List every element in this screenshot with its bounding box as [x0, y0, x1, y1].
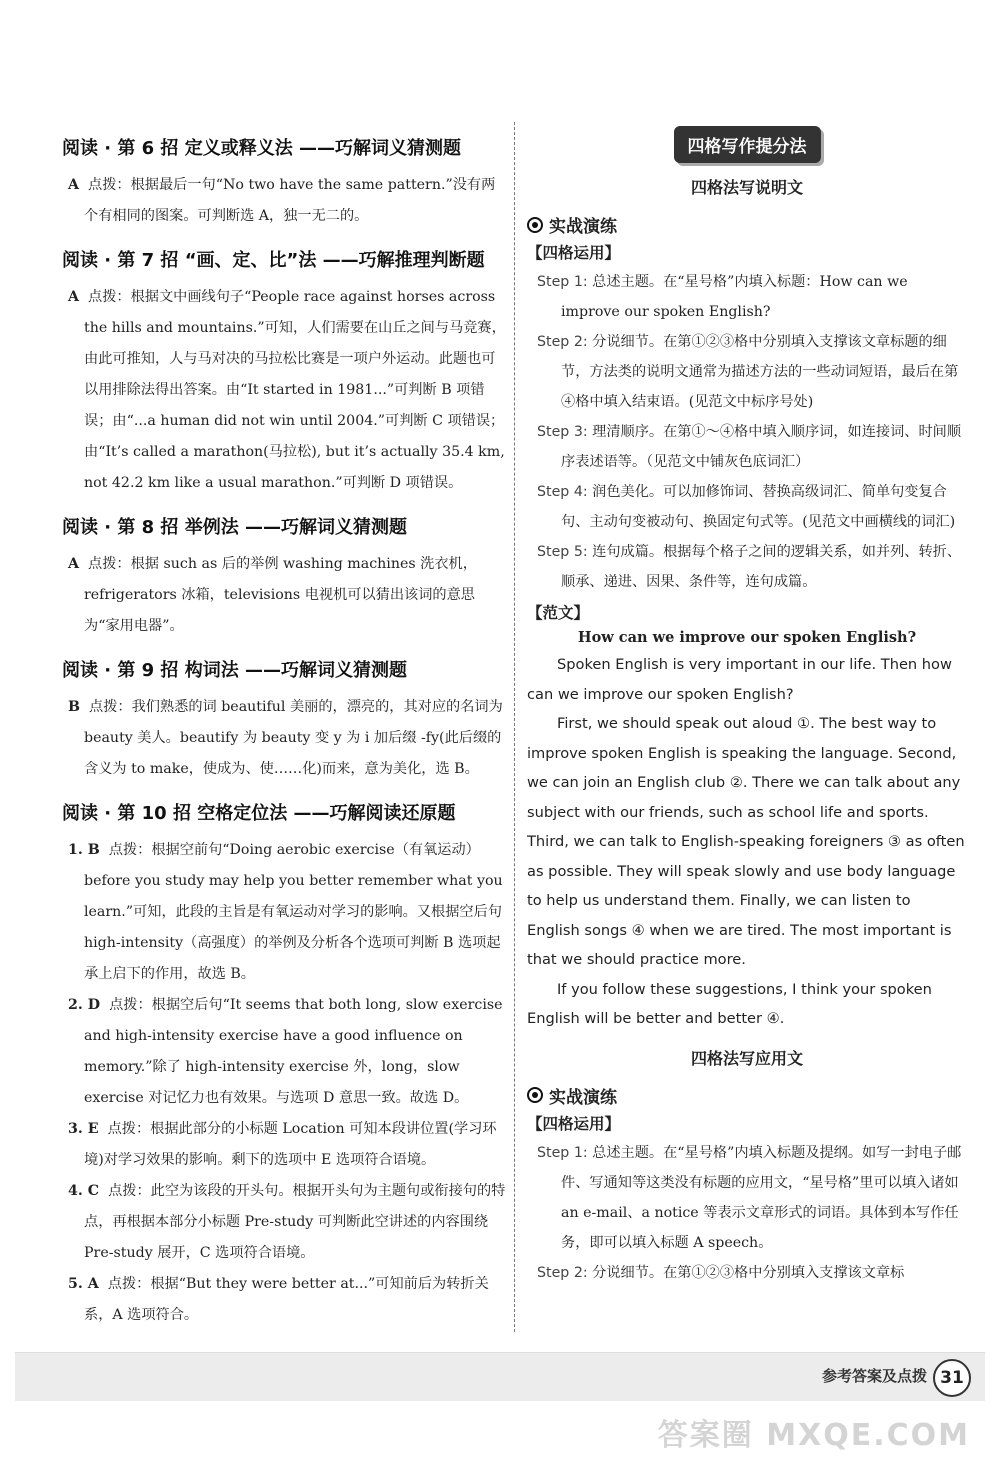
- answer-item: A 点拨：根据最后一句“No two have the same pattern.”没有两个有相同的图案。可判断选 A，独一无二的。: [68, 177, 496, 224]
- answer-item: 4. C 点拨：此空为该段的开头句。根据开头句为主题句或衔接句的特点，再根据本部分小标题 Pre-study 可判断此空讲述的内容围绕 Pre-study 展开，C 选项符合语境。: [68, 1183, 506, 1261]
- banner-title: 四格写作提分法: [674, 126, 821, 163]
- step-item: Step 1: 总述主题。在“星号格”内填入标题：How can we improve our spoken English?: [537, 274, 908, 320]
- essay-title: How can we improve our spoken English?: [577, 629, 917, 646]
- practice-heading: 实战演练: [527, 1083, 967, 1108]
- right-column: [527, 120, 967, 1288]
- answer-item: 1. B 点拨：根据空前句“Doing aerobic exercise（有氧运动）before you study may help you better remember what you learn.”可知，此段的主旨是有氧运动对学习的影响。又根据空后句 high-intensity（高强度）的举例及分析各个选项可判断 B 选项起承上启下的作用，故选 B。: [68, 842, 503, 982]
- step-item: Step 3: 理清顺序。在第①～④格中填入顺序词，如连接词、时间顺序表述语等。（见范文中铺灰色底词汇）: [537, 424, 962, 470]
- step-item: Step 2: 分说细节。在第①②③格中分别填入支撑该文章标: [537, 1264, 905, 1281]
- practice-heading: 实战演练: [527, 212, 967, 237]
- section-title: 阅读 · 第 8 招 举例法 ——巧解词义猜测题: [62, 517, 407, 538]
- answer-item: B 点拨：我们熟悉的词 beautiful 美丽的，漂亮的，其对应的名词为 beauty 美人。beautify 为 beauty 变 y 为 i 加后缀 -fy(此后缀的含义为 to make，使成为、使……化)而来，意为美化，选 B。: [68, 699, 503, 777]
- step-item: Step 5: 连句成篇。根据每个格子之间的逻辑关系，如并列、转折、顺承、递进、因果、条件等，连句成篇。: [537, 544, 962, 590]
- section-title: 阅读 · 第 7 招 “画、定、比”法 ——巧解推理判断题: [62, 250, 485, 271]
- answer-item: A 点拨：根据文中画线句子“People race against horses across the hills and mountains.”可知，人们需要在山丘之间与马竞赛，由此可推知，人与马对决的马拉松比赛是一项户外运动。此题也可以用排除法得出答案。由“It started in 1981...”可判断 B 项错误；由“...a human did not win until 2004.”可判断 C 项错误；由“It’s called a marathon(马拉松), but it’s actually 35.4 km, not 42.2 km like a usual marathon.”可判断 D 项错误。: [68, 289, 506, 491]
- subtitle-expository: 四格法写说明文: [690, 178, 803, 197]
- answer-item: 5. A 点拨：根据“But they were better at...”可知前后为转折关系，A 选项符合。: [68, 1276, 489, 1323]
- step-item: Step 2: 分说细节。在第①②③格中分别填入支撑该文章标题的细节，方法类的说明文通常为描述方法的一些动词短语，最后在第④格中填入结束语。(见范文中标序号处): [537, 334, 959, 410]
- section-10: [62, 799, 507, 1331]
- column-divider: [514, 122, 515, 1332]
- bracket-heading: 【范文】: [527, 604, 590, 622]
- answer-item: A 点拨：根据 such as 后的举例 washing machines 洗衣机，refrigerators 冰箱，televisions 电视机可以猜出该词的意思为“家用电器”。: [68, 556, 477, 634]
- target-icon: [527, 217, 543, 233]
- step-item: Step 1: 总述主题。在“星号格”内填入标题及提纲。如写一封电子邮件、写通知等这类没有标题的应用文，“星号格”里可以填入诸如 an e-mail、a notice 等表示文章形式的词语。具体到本写作任务，即可以填入标题 A speech。: [537, 1144, 962, 1251]
- page-number: 31: [933, 1359, 971, 1397]
- section-title: 阅读 · 第 10 招 空格定位法 ——巧解阅读还原题: [62, 803, 456, 824]
- section-title: 阅读 · 第 6 招 定义或释义法 ——巧解词义猜测题: [62, 138, 461, 159]
- subtitle-practical: 四格法写应用文: [690, 1048, 803, 1068]
- answer-item: 2. D 点拨：根据空后句“It seems that both long, slow exercise and high-intensity exercise have a good influence on memory.”除了 high-intensity exercise 外，long，slow exercise 对记忆力也有效果。与选项 D 意思一致。故选 D。: [68, 997, 503, 1106]
- essay-paragraph: Spoken English is very important in our life. Then how can we improve our spoken English?: [527, 656, 952, 703]
- section-title: 阅读 · 第 9 招 构词法 ——巧解词义猜测题: [62, 660, 407, 681]
- section-6: [62, 134, 507, 232]
- bracket-heading: 【四格运用】: [527, 244, 621, 262]
- step-item: Step 4: 润色美化。可以加修饰词、替换高级词汇、简单句变复合句、主动句变被动句、换固定句式等。(见范文中画横线的词汇): [537, 484, 956, 530]
- bracket-heading: 【四格运用】: [527, 1114, 621, 1133]
- section-8: [62, 513, 507, 642]
- banner: [527, 126, 967, 163]
- page-footer: [15, 1352, 985, 1401]
- essay-paragraph: First, we should speak out aloud ①. The best way to improve spoken English is speaking the language. Second, we can join an English club ②. There we can talk about any subject with our friends, such as school life and sports. Third, we can talk to English-speaking foreigners ③ as often as possible. They will speak slowly and use body language to help us understand them. Finally, we can listen to English songs ④ when we are tired. The most important is that we should practice more.: [527, 715, 965, 968]
- footer-label: 参考答案及点拨: [821, 1367, 927, 1385]
- watermark: 答案圈 MXQE.COM: [657, 1418, 970, 1453]
- essay-paragraph: If you follow these suggestions, I think your spoken English will be better and better ④.: [527, 980, 932, 1027]
- section-7: [62, 246, 507, 499]
- left-column: [62, 120, 507, 1337]
- section-9: [62, 656, 507, 785]
- answer-item: 3. E 点拨：根据此部分的小标题 Location 可知本段讲位置(学习环境)对学习效果的影响。剩下的选项中 E 选项符合语境。: [68, 1121, 497, 1168]
- target-icon: [527, 1087, 543, 1103]
